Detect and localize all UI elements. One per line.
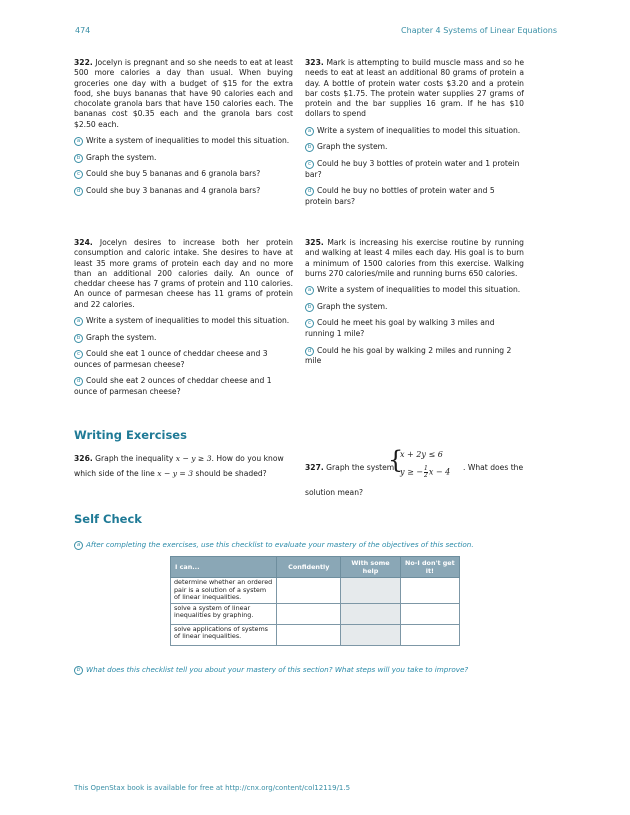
part-c: c Could she eat 1 ounce of cheddar cheese and 3 ounces of parmesan cheese? <box>74 349 268 369</box>
problem-text: Jocelyn is pregnant and so she needs to eat at least 500 more calories a day than usual. When buying groceries one day with a budget of $15 for the extra food, she buys bananas that have 90 calories each and chocolate granola bars that have 150 calories each. The bananas cost $0.35 each and the granola bars cost $2.50 each. <box>74 58 293 129</box>
circled-letter-icon: b <box>74 334 83 343</box>
confidently-checkbox-cell[interactable] <box>277 624 341 645</box>
part-d: d Could she buy 3 bananas and 4 granola bars? <box>74 186 293 197</box>
part-d: d Could he buy no bottles of protein water and 5 protein bars? <box>305 186 495 206</box>
problem-324 <box>74 238 293 398</box>
equation-1: x + 2y ≤ 6 <box>400 450 443 459</box>
objective-cell: determine whether an ordered pair is a solution of a system of linear inequalities. <box>171 578 277 604</box>
part-b: b Graph the system. <box>305 302 524 313</box>
self-check-heading: Self Check <box>74 512 142 526</box>
part-a: a Write a system of inequalities to model this situation. <box>74 316 293 327</box>
circled-letter-icon: c <box>74 170 83 179</box>
no-checkbox-cell[interactable] <box>400 603 459 624</box>
part-b: b Graph the system. <box>74 333 293 344</box>
circled-letter-icon: b <box>305 143 314 152</box>
problem-number: 324. <box>74 238 93 247</box>
column-header: Confidently <box>277 557 341 578</box>
self-check-instructions: a After completing the exercises, use this checklist to evaluate your mastery of the objectives of this section. <box>74 540 544 550</box>
objective-cell: solve applications of systems of linear inequalities. <box>171 624 277 645</box>
column-header: No-I don't get it! <box>400 557 459 578</box>
problem-number: 326. <box>74 454 93 463</box>
circled-letter-icon: c <box>305 160 314 169</box>
circled-letter-icon: d <box>305 187 314 196</box>
part-c: c Could he buy 3 bottles of protein water and 1 protein bar? <box>305 158 520 179</box>
problem-text: Jocelyn desires to increase both her protein consumption and caloric intake. She desires to have at least 35 more grams of protein each day and no more than an additional 200 calories daily. An ounce of cheddar cheese has 7 grams of protein and 110 calories. An ounce of parmesan cheese has 11 grams of protein and 22 calories. <box>74 238 293 309</box>
problem-323 <box>305 58 524 207</box>
circled-letter-icon: d <box>305 347 314 356</box>
table-row <box>171 624 460 645</box>
circled-letter-icon: b <box>74 154 83 163</box>
circled-letter-icon: a <box>305 127 314 136</box>
part-c: c Could he meet his goal by walking 3 miles and running 1 mile? <box>305 318 495 338</box>
writing-exercises-heading: Writing Exercises <box>74 428 187 442</box>
table-row <box>171 578 460 604</box>
circled-letter-icon: a <box>74 541 83 550</box>
part-c: c Could she buy 5 bananas and 6 granola bars? <box>74 169 293 180</box>
circled-letter-icon: a <box>74 137 83 146</box>
problem-325 <box>305 238 524 367</box>
circled-letter-icon: d <box>74 187 83 196</box>
no-checkbox-cell[interactable] <box>400 624 459 645</box>
circled-letter-icon: c <box>305 319 314 328</box>
table-row <box>171 603 460 624</box>
self-check-reflection: b What does this checklist tell you about your mastery of this section? What steps will you take to improve? <box>74 665 544 675</box>
problem-326: 326. Graph the inequality x − y ≥ 3. How do you know which side of the line x − y = 3 should be shaded? <box>74 454 284 478</box>
with-help-checkbox-cell[interactable] <box>341 603 400 624</box>
circled-letter-icon: b <box>74 666 83 675</box>
confidently-checkbox-cell[interactable] <box>277 603 341 624</box>
part-a: a Write a system of inequalities to model this situation. <box>305 126 524 137</box>
column-header: With some help <box>341 557 400 578</box>
circled-letter-icon: a <box>305 286 314 295</box>
problem-number: 327. <box>305 463 324 472</box>
line-equation: x − y = 3 <box>157 469 194 478</box>
problem-text: Mark is attempting to build muscle mass and so he needs to eat at least an additional 80 grams of protein a day. A bottle of protein water costs $3.20 and a protein bar costs $1.75. The protein water supplies 27 grams of protein and the bar supplies 16 gram. If he has $10 dollars to spend <box>305 58 524 119</box>
circled-letter-icon: d <box>74 377 83 386</box>
problem-322 <box>74 58 293 196</box>
with-help-checkbox-cell[interactable] <box>341 624 400 645</box>
part-b: b Graph the system. <box>305 142 524 153</box>
system-brace: { <box>388 446 404 474</box>
inequality: x − y ≥ 3. <box>175 454 214 463</box>
chapter-title: Chapter 4 Systems of Linear Equations <box>401 26 557 35</box>
page-number: 474 <box>75 26 91 35</box>
part-b: b Graph the system. <box>74 153 293 164</box>
circled-letter-icon: a <box>74 317 83 326</box>
column-header: I can... <box>171 557 277 578</box>
no-checkbox-cell[interactable] <box>400 578 459 604</box>
problem-327: 327. Graph the system { x + 2y ≤ 6 y ≥ − $\frac{1}{2}$ x − 4 . What does the solution mean? <box>305 446 524 497</box>
confidently-checkbox-cell[interactable] <box>277 578 341 604</box>
problem-number: 325. <box>305 238 324 247</box>
equation-2: y ≥ − $\frac{1}{2}$ x − 4 <box>400 465 451 479</box>
with-help-checkbox-cell[interactable] <box>341 578 400 604</box>
part-a: a Write a system of inequalities to model this situation. <box>74 136 293 147</box>
part-d: d Could she eat 2 ounces of cheddar cheese and 1 ounce of parmesan cheese? <box>74 376 272 397</box>
problem-number: 322. <box>74 58 93 67</box>
circled-letter-icon: b <box>305 303 314 312</box>
part-a: a Write a system of inequalities to model this situation. <box>305 285 524 296</box>
objective-cell: solve a system of linear inequalities by graphing. <box>171 603 277 624</box>
problem-text: Mark is increasing his exercise routine by running and walking at least 4 miles each day. His goal is to burn a minimum of 1500 calories from this exercise. Walking burns 270 calories/mile and running burns 650 calories. <box>305 238 524 278</box>
self-check-table <box>170 556 460 646</box>
footer-text: This OpenStax book is available for free at http://cnx.org/content/col12119/1.5 <box>74 784 351 792</box>
part-d: d Could he his goal by walking 2 miles and running 2 mile <box>305 345 512 366</box>
problem-number: 323. <box>305 58 324 67</box>
circled-letter-icon: c <box>74 350 83 359</box>
